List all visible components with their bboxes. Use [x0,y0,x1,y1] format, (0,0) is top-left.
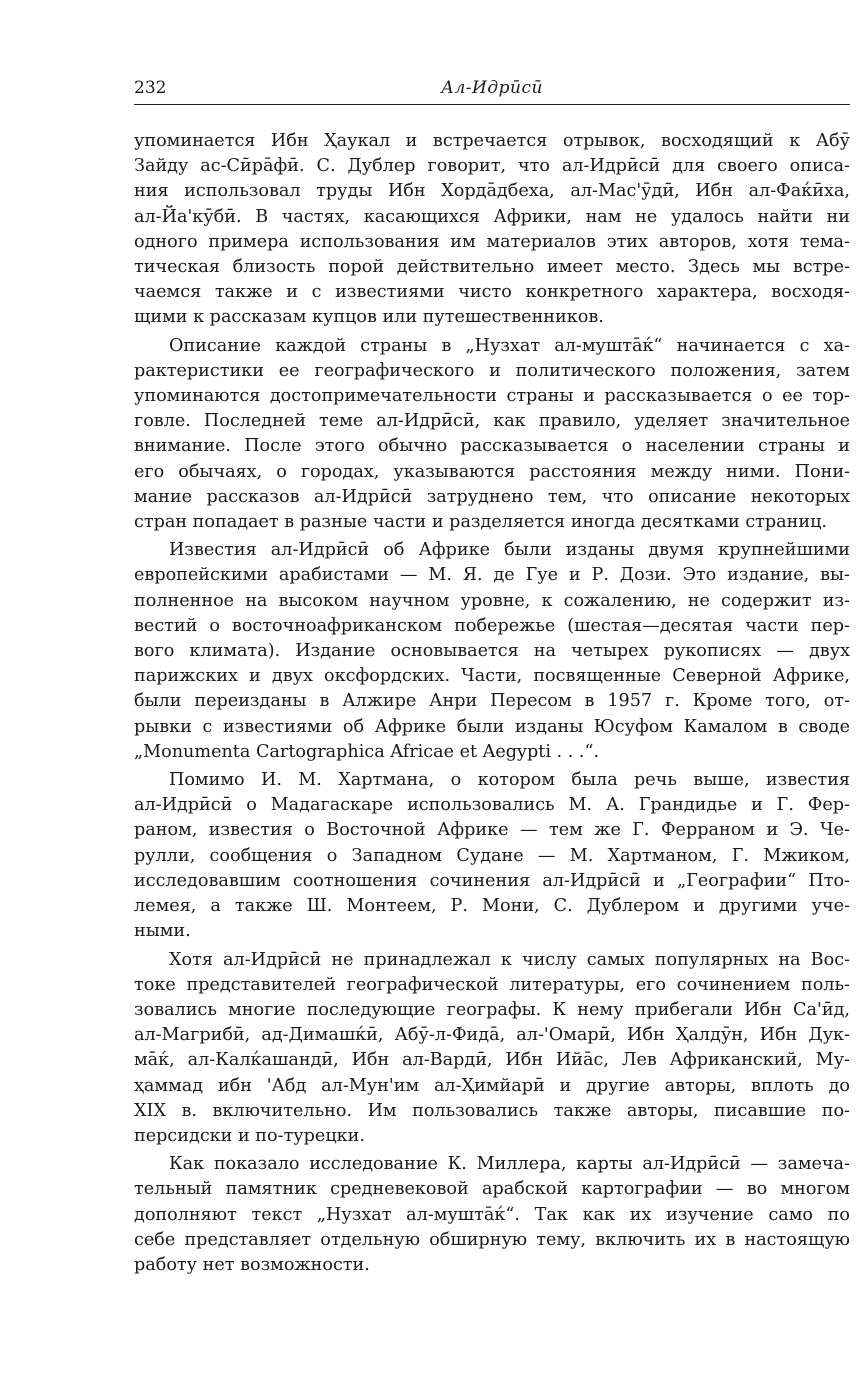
text-line: Зайду ас-Сӣрāфӣ. С. Дублер говорит, что ал-Идрӣсӣ для своего описа- [134,156,850,177]
text-line: токе представителей географической литературы, его сочинением поль- [134,974,850,995]
paragraph [134,334,850,536]
text-line: лемея, а также Ш. Монтеем, Р. Мони, С. Дублером и другими уче- [134,896,850,917]
text-line: одного примера использования им материалов этих авторов, хотя тема- [134,231,850,252]
text-line: упоминается Ибн Ҳаукал и встречается отрывок, восходящий к Абӯ [134,131,850,151]
text-line: рулли, сообщения о Западном Судане — М. Хартманом, Г. Мжиком, [134,845,850,866]
text-line: говле. Последней теме ал-Идрӣсӣ, как правило, уделяет значительное [134,411,850,432]
text-line: мāќ, ал-Калќашандӣ, Ибн ал-Вардӣ, Ибн Ийāс, Лев Африканский, Му- [134,1050,850,1071]
text-line: рывки с известиями об Африке были изданы Юсуфом Камалом в своде [134,716,850,737]
text-line: вого климата). Издание основывается на четырех рукописях — двух [134,641,850,662]
paragraph [134,538,850,765]
paragraph [134,768,850,944]
text-line: его обычаях, о городах, указываются расстояния между ними. Пони- [134,461,850,482]
text-line: мание рассказов ал-Идрӣсӣ затруднено тем, что описание некоторых [134,486,850,507]
page-number: 232 [134,78,167,98]
text-line: ал-Йа'кӯбӣ. В частях, касающихся Африки, нам не удалось найти ни [134,206,850,227]
text-line: Описание каждой страны в „Нузхат ал-муштāќ“ начинается с ха- [169,335,850,356]
body-text [134,129,850,1281]
text-line: зовались многие последующие географы. К нему прибегали Ибн Са'ӣд, [134,999,850,1020]
page-header [134,76,850,104]
text-line: ҳаммад ибн 'Абд ал-Мун'им ал-Ҳимйарӣ и другие авторы, вплоть до [134,1075,850,1096]
text-line: персидски и по-турецки. [134,1125,365,1146]
paragraph [134,948,850,1150]
header-rule [134,104,850,105]
text-line: упоминаются достопримечательности страны и рассказывается о ее тор- [134,386,850,407]
text-line: были переизданы в Алжире Анри Пересом в 1957 г. Кроме того, от- [134,691,850,712]
text-line: ния использовал труды Ибн Хордāдбеха, ал-Мас'ӯдӣ, Ибн ал-Фаќӣха, [134,181,850,202]
text-line: тическая близость порой действительно имеет место. Здесь мы встре- [134,257,850,278]
paragraph [134,129,850,331]
text-line: ными. [134,921,191,942]
text-line: Помимо И. М. Хартмана, о котором была речь выше, известия [169,770,850,791]
text-line: себе представляет отдельную обширную тему, включить их в настоящую [134,1229,850,1250]
text-line: исследовавшим соотношения сочинения ал-Идрӣсӣ и „Географии“ Пто- [134,870,850,891]
text-line: ал-Магрибӣ, ад-Димашќӣ, Абӯ-л-Фидā, ал-'Омарӣ, Ибн Ҳалдӯн, Ибн Дук- [134,1025,850,1046]
text-line: работу нет возможности. [134,1254,370,1275]
text-line: парижских и двух оксфордских. Части, посвященные Северной Африке, [134,666,850,687]
paragraph [134,1152,850,1278]
text-line: чаемся также и с известиями чисто конкретного характера, восходя- [134,282,850,303]
text-line: полненное на высоком научном уровне, к сожалению, не содержит из- [134,590,850,611]
text-line: раном, известия о Восточной Африке — тем же Г. Ферраном и Э. Че- [134,820,850,841]
text-line: вестий о восточноафриканском побережье (шестая—десятая части пер- [134,615,850,636]
text-line: дополняют текст „Нузхат ал-муштāќ“. Так как их изучение само по [134,1204,850,1225]
text-line: XIX в. включительно. Им пользовались также авторы, писавшие по- [134,1100,850,1121]
text-line: внимание. После этого обычно рассказывается о населении страны и [134,436,850,457]
running-title: Ал-Идрӣсӣ [441,78,543,98]
text-line: Хотя ал-Идрӣсӣ не принадлежал к числу самых популярных на Вос- [169,949,850,970]
text-line: рактеристики ее географического и политического положения, затем [134,360,850,381]
text-line: ал-Идрӣсӣ о Мадагаскаре использовались М. А. Грандидье и Г. Фер- [134,795,850,816]
text-line: стран попадает в разные части и разделяется иногда десятками страниц. [134,512,828,533]
text-line: щими к рассказам купцов или путешественников. [134,307,604,328]
text-line: европейскими арабистами — М. Я. де Гуе и Р. Дози. Это издание, вы- [134,565,850,586]
text-line: Как показало исследование К. Миллера, карты ал-Идрӣсӣ — замеча- [169,1154,850,1175]
text-line: тельный памятник средневековой арабской картографии — во многом [134,1179,850,1200]
text-line: Известия ал-Идрӣсӣ об Африке были изданы двумя крупнейшими [169,540,850,561]
text-line: „Monumenta Cartographica Africae et Aegypti . . .“. [134,741,600,762]
